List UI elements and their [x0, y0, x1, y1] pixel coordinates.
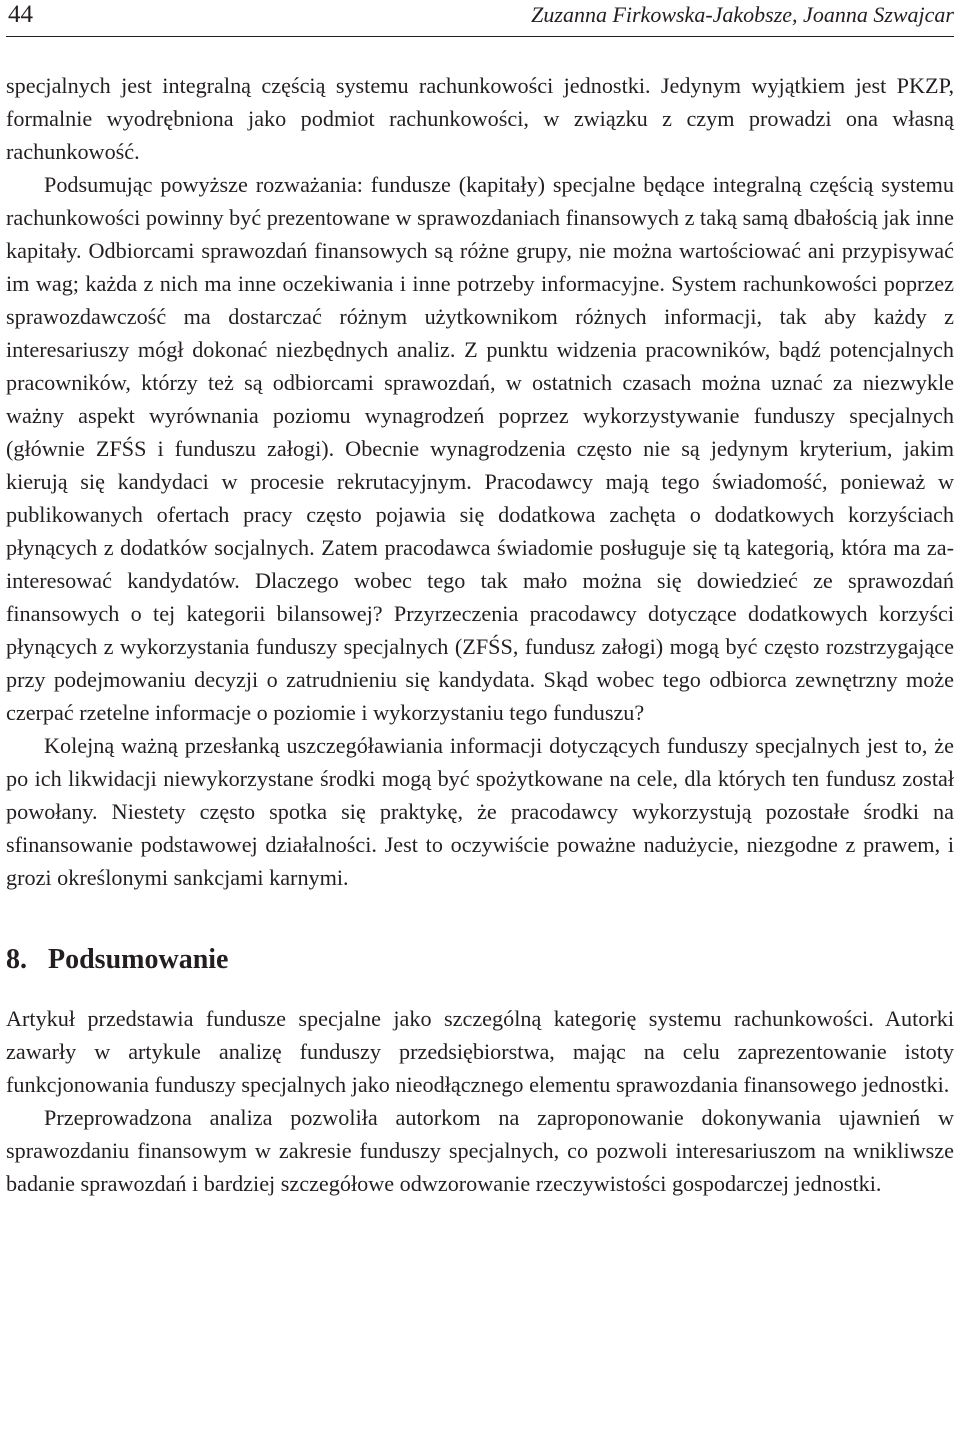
running-head-authors: Zuzanna Firkowska-Jakobsze, Joanna Szwajcar	[531, 2, 954, 27]
section-number: 8.	[6, 944, 27, 975]
body-text	[6, 69, 954, 1200]
page-header	[6, 0, 954, 37]
section-title: Podsumowanie	[48, 944, 229, 975]
paragraph-continued: specjalnych jest integralną częścią systemu rachunkowości jednostki. Jedynym wyjątkiem jest PKZP, formalnie wyodrębniona jako podmiot rachunkowości, w związku z czym prowadzi ona własną rachunkowość.	[6, 73, 954, 164]
paragraph-fund-liquidation: Kolejną ważną przesłanką uszczegóławiania informacji dotyczących funduszy specjalnych jest to, że po ich likwidacji niewykorzystane środki mogą być spożytkowane na cele, dla których ten fundusz został powołany. Niestety często spotka się praktykę, że pracodawcy wykorzystują pozostałe środki na sfinansowanie podstawowej działalności. Jest to oczywiście poważne nadużycie, niezgodne z prawem, i grozi określonymi sankcjami karnymi.	[6, 733, 954, 890]
paragraph-summary-of-considerations: Podsumując powyższe rozważania: fundusze (kapitały) specjalne będące integralną częścią systemu rachunkowości powinny być prezentowane w sprawozdaniach finansowych z taką samą dbałością jak inne kapitały. Odbiorcami sprawozdań finansowych są różne grupy, nie można wartościować ani przypisywać im wag; każda z nich ma inne oczekiwania i inne potrzeby informacyjne. System rachunkowości poprzez sprawozdawczość ma dostarczać różnym użytkownikom różnych informacji, tak aby każdy z interesariuszy mógł dokonać niezbędnych analiz. Z punktu widzenia pracowników, bądź potencjalnych pracowników, którzy też są odbiorcami sprawozdań, w ostatnich czasach można uznać za niezwykle ważny aspekt wyrównania poziomu wynagrodzeń poprzez wykorzystywanie funduszy specjalnych (głównie ZFŚS i funduszu załogi). Obecnie wynagrodzenia często nie są jedynym kryterium, jakim kierują się kandydaci w procesie rekrutacyjnym. Pracodawcy mają tego świadomość, ponieważ w publikowanych ofertach pracy często pojawia się dodatkowa zachęta o dodatkowych korzyściach płynących z dodatków socjalnych. Zatem pracodawca świadomie posługuje się tą kategorią, która ma zainteresować kandydatów. Dlaczego wobec tego tak mało można się dowiedzieć ze sprawozdań finansowych o tej kategorii bilansowej? Przyrzeczenia pracodawcy dotyczące dodatkowych korzyści płynących z wykorzystania funduszy specjalnych (ZFŚS, fundusz załogi) mogą być często rozstrzygające przy podejmowaniu decyzji o zatrudnieniu się kandydata. Skąd wobec tego odbiorca zewnętrzny może czerpać rzetelne informacje o poziomie i wykorzystaniu tego funduszu?	[6, 172, 954, 725]
page-number: 44	[8, 1, 33, 28]
paragraph-article-presents: Artykuł przedstawia fundusze specjalne jako szczególną kategorię systemu rachunkowości. Autorki zawarły w artykule analizę funduszy przedsiębiorstwa, mając na celu zaprezentowanie istoty funkcjonowania funduszy specjalnych jako nieodłącznego elementu sprawozdania finansowego jednostki.	[6, 1006, 954, 1097]
section-heading	[6, 940, 954, 1002]
paragraph-analysis-conclusion: Przeprowadzona analiza pozwoliła autorkom na zaproponowanie dokonywania ujawnień w sprawozdaniu finansowym w zakresie funduszy specjalnych, co pozwoli interesariuszom na wnikliwsze badanie sprawozdań i bardziej szczegółowe odwzorowanie rzeczywistości gospodarczej jednostki.	[6, 1105, 954, 1196]
